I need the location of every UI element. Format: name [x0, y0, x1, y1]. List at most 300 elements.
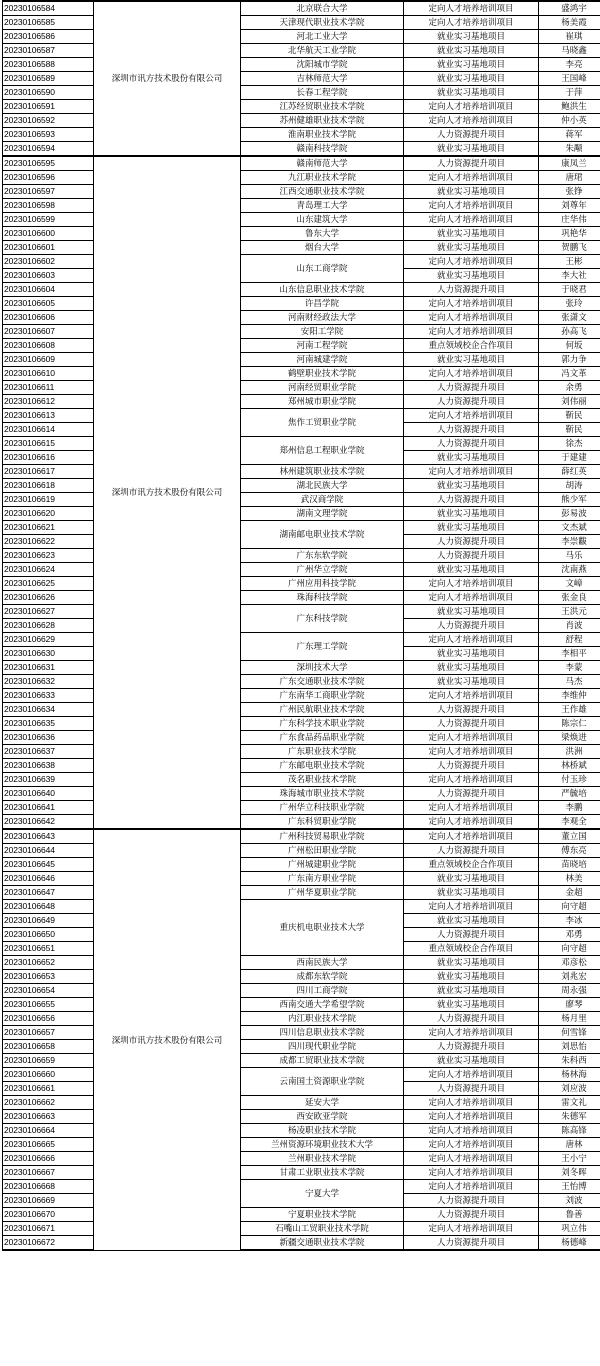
- cell-record-id: 20230106588: [3, 58, 94, 72]
- cell-record-id: 20230106610: [3, 367, 94, 381]
- cell-record-id: 20230106655: [3, 998, 94, 1012]
- cell-contact-person: 刘尊年: [539, 199, 600, 213]
- cell-contact-person: 李鹏: [539, 801, 600, 815]
- cell-school-name: 四川信息职业技术学院: [241, 1026, 404, 1040]
- cell-record-id: 20230106646: [3, 872, 94, 886]
- cell-project-type: 定向人才培养培训项目: [404, 1096, 539, 1110]
- cell-school-name: 赣南科技学院: [241, 142, 404, 157]
- cell-project-type: 定向人才培养培训项目: [404, 1138, 539, 1152]
- cell-contact-person: 胡涛: [539, 479, 600, 493]
- cell-school-name: 湖南邮电职业技术学院: [241, 521, 404, 549]
- cell-record-id: 20230106587: [3, 44, 94, 58]
- cell-project-type: 人力资源提升项目: [404, 156, 539, 171]
- cell-project-type: 就业实习基地项目: [404, 675, 539, 689]
- cell-record-id: 20230106648: [3, 900, 94, 914]
- cell-record-id: 20230106611: [3, 381, 94, 395]
- cell-record-id: 20230106635: [3, 717, 94, 731]
- cell-school-name: 郑州信息工程职业学院: [241, 437, 404, 465]
- cell-project-type: 就业实习基地项目: [404, 661, 539, 675]
- cell-project-type: 定向人才培养培训项目: [404, 633, 539, 647]
- cell-school-name: 兰州职业技术学院: [241, 1152, 404, 1166]
- cell-contact-person: 巩立伟: [539, 1222, 600, 1236]
- cell-school-name: 广东东软学院: [241, 549, 404, 563]
- table-row: [3, 675, 600, 689]
- cell-contact-person: 刘伟丽: [539, 395, 600, 409]
- cell-project-type: 人力资源提升项目: [404, 423, 539, 437]
- cell-project-type: 人力资源提升项目: [404, 128, 539, 142]
- cell-school-name: 广州华立学院: [241, 563, 404, 577]
- cell-project-type: 就业实习基地项目: [404, 984, 539, 998]
- cell-project-type: 重点领域校企合作项目: [404, 858, 539, 872]
- cell-contact-person: 张铮: [539, 185, 600, 199]
- table-row: [3, 549, 600, 563]
- cell-contact-person: 李冰: [539, 914, 600, 928]
- cell-school-name: 四川工商学院: [241, 984, 404, 998]
- cell-record-id: 20230106591: [3, 100, 94, 114]
- cell-school-name: 河北工业大学: [241, 30, 404, 44]
- cell-contact-person: 巩艳华: [539, 227, 600, 241]
- cell-project-type: 定向人才培养培训项目: [404, 255, 539, 269]
- table-row: [3, 745, 600, 759]
- cell-school-name: 重庆机电职业技术大学: [241, 900, 404, 956]
- cell-record-id: 20230106612: [3, 395, 94, 409]
- cell-record-id: 20230106666: [3, 1152, 94, 1166]
- cell-contact-person: 廖琴: [539, 998, 600, 1012]
- cell-project-type: 就业实习基地项目: [404, 956, 539, 970]
- cell-project-type: 人力资源提升项目: [404, 437, 539, 451]
- cell-record-id: 20230106596: [3, 171, 94, 185]
- cell-contact-person: 靳民: [539, 409, 600, 423]
- cell-project-type: 就业实习基地项目: [404, 30, 539, 44]
- cell-project-type: 人力资源提升项目: [404, 1012, 539, 1026]
- cell-record-id: 20230106620: [3, 507, 94, 521]
- cell-contact-person: 王彬: [539, 255, 600, 269]
- table-row: [3, 114, 600, 128]
- table-row: [3, 605, 600, 619]
- cell-contact-person: 李崇黻: [539, 535, 600, 549]
- cell-record-id: 20230106667: [3, 1166, 94, 1180]
- cell-contact-person: 沈南燕: [539, 563, 600, 577]
- cell-contact-person: 彭易波: [539, 507, 600, 521]
- cell-school-name: 延安大学: [241, 1096, 404, 1110]
- cell-project-type: 定向人才培养培训项目: [404, 577, 539, 591]
- table-row: [3, 829, 600, 844]
- table-row: [3, 1208, 600, 1222]
- table-row: [3, 689, 600, 703]
- cell-record-id: 20230106658: [3, 1040, 94, 1054]
- cell-record-id: 20230106653: [3, 970, 94, 984]
- cell-project-type: 就业实习基地项目: [404, 185, 539, 199]
- cell-contact-person: 苗晓培: [539, 858, 600, 872]
- cell-project-type: 就业实习基地项目: [404, 451, 539, 465]
- cell-contact-person: 刘兆宏: [539, 970, 600, 984]
- cell-record-id: 20230106636: [3, 731, 94, 745]
- cell-school-name: 山东信息职业技术学院: [241, 283, 404, 297]
- cell-project-type: 定向人才培养培训项目: [404, 829, 539, 844]
- cell-contact-person: 鲁善: [539, 1208, 600, 1222]
- cell-record-id: 20230106618: [3, 479, 94, 493]
- cell-school-name: 山东工商学院: [241, 255, 404, 283]
- table-row: [3, 1, 600, 16]
- cell-project-type: 定向人才培养培训项目: [404, 689, 539, 703]
- cell-school-name: 山东建筑大学: [241, 213, 404, 227]
- cell-contact-person: 周永强: [539, 984, 600, 998]
- table-row: [3, 661, 600, 675]
- cell-project-type: 人力资源提升项目: [404, 1194, 539, 1208]
- cell-record-id: 20230106659: [3, 1054, 94, 1068]
- cell-contact-person: 薛红英: [539, 465, 600, 479]
- cell-record-id: 20230106625: [3, 577, 94, 591]
- cell-project-type: 定向人才培养培训项目: [404, 325, 539, 339]
- cell-school-name: 深圳技术大学: [241, 661, 404, 675]
- cell-contact-person: 王作雄: [539, 703, 600, 717]
- cell-project-type: 定向人才培养培训项目: [404, 591, 539, 605]
- cell-contact-person: 王洪元: [539, 605, 600, 619]
- cell-contact-person: 刘应波: [539, 1082, 600, 1096]
- cell-project-type: 就业实习基地项目: [404, 970, 539, 984]
- cell-school-name: 西南交通大学希望学院: [241, 998, 404, 1012]
- cell-project-type: 人力资源提升项目: [404, 619, 539, 633]
- table-row: [3, 1152, 600, 1166]
- table-row: [3, 773, 600, 787]
- table-row: [3, 563, 600, 577]
- cell-record-id: 20230106600: [3, 227, 94, 241]
- cell-record-id: 20230106629: [3, 633, 94, 647]
- cell-project-type: 定向人才培养培训项目: [404, 311, 539, 325]
- cell-school-name: 广东食品药品职业学院: [241, 731, 404, 745]
- table-row: [3, 437, 600, 451]
- cell-school-name: 西安欧亚学院: [241, 1110, 404, 1124]
- table-row: [3, 1054, 600, 1068]
- cell-record-id: 20230106657: [3, 1026, 94, 1040]
- cell-record-id: 20230106651: [3, 942, 94, 956]
- table-row: [3, 591, 600, 605]
- cell-record-id: 20230106660: [3, 1068, 94, 1082]
- cell-school-name: 河南财经政法大学: [241, 311, 404, 325]
- cell-record-id: 20230106631: [3, 661, 94, 675]
- cell-contact-person: 张玲: [539, 297, 600, 311]
- cell-record-id: 20230106643: [3, 829, 94, 844]
- cell-project-type: 人力资源提升项目: [404, 381, 539, 395]
- cell-record-id: 20230106597: [3, 185, 94, 199]
- cell-school-name: 武汉商学院: [241, 493, 404, 507]
- cell-project-type: 人力资源提升项目: [404, 1208, 539, 1222]
- cell-school-name: 珠海科技学院: [241, 591, 404, 605]
- cell-contact-person: 马杰: [539, 675, 600, 689]
- cell-project-type: 就业实习基地项目: [404, 479, 539, 493]
- table-row: [3, 72, 600, 86]
- cell-contact-person: 于萍: [539, 86, 600, 100]
- cell-record-id: 20230106664: [3, 1124, 94, 1138]
- cell-contact-person: 向守超: [539, 942, 600, 956]
- cell-record-id: 20230106589: [3, 72, 94, 86]
- cell-contact-person: 盛鸿宇: [539, 1, 600, 16]
- table-row: [3, 858, 600, 872]
- cell-school-name: 吉林师范大学: [241, 72, 404, 86]
- cell-contact-person: 张潇文: [539, 311, 600, 325]
- cell-contact-person: 李观全: [539, 815, 600, 830]
- cell-project-type: 人力资源提升项目: [404, 549, 539, 563]
- cell-record-id: 20230106584: [3, 1, 94, 16]
- table-row: [3, 100, 600, 114]
- table-row: [3, 577, 600, 591]
- cell-school-name: 广州华立科技职业学院: [241, 801, 404, 815]
- cell-project-type: 定向人才培养培训项目: [404, 745, 539, 759]
- cell-record-id: 20230106644: [3, 844, 94, 858]
- cell-contact-person: 马晓鑫: [539, 44, 600, 58]
- table-row: [3, 156, 600, 171]
- cell-school-name: 湖北民族大学: [241, 479, 404, 493]
- cell-project-type: 定向人才培养培训项目: [404, 100, 539, 114]
- cell-record-id: 20230106608: [3, 339, 94, 353]
- cell-school-name: 江苏经贸职业技术学院: [241, 100, 404, 114]
- table-row: [3, 801, 600, 815]
- table-row: [3, 872, 600, 886]
- cell-contact-person: 冯文革: [539, 367, 600, 381]
- cell-contact-person: 梁焕进: [539, 731, 600, 745]
- table-row: [3, 1012, 600, 1026]
- cell-project-type: 人力资源提升项目: [404, 535, 539, 549]
- cell-project-type: 重点领域校企合作项目: [404, 942, 539, 956]
- table-row: [3, 1026, 600, 1040]
- table-row: [3, 815, 600, 830]
- cell-school-name: 鲁东大学: [241, 227, 404, 241]
- cell-project-type: 定向人才培养培训项目: [404, 297, 539, 311]
- table-row: [3, 395, 600, 409]
- table-row: [3, 339, 600, 353]
- cell-contact-person: 王怡博: [539, 1180, 600, 1194]
- cell-contact-person: 张金良: [539, 591, 600, 605]
- table-row: [3, 30, 600, 44]
- cell-school-name: 九江职业技术学院: [241, 171, 404, 185]
- cell-contact-person: 林桥斌: [539, 759, 600, 773]
- cell-contact-person: 李维仲: [539, 689, 600, 703]
- table-row: [3, 970, 600, 984]
- cell-contact-person: 鲍洪生: [539, 100, 600, 114]
- cell-contact-person: 杨林海: [539, 1068, 600, 1082]
- cell-project-type: 定向人才培养培训项目: [404, 213, 539, 227]
- table-row: [3, 58, 600, 72]
- table-row: [3, 1138, 600, 1152]
- cell-school-name: 宁夏职业技术学院: [241, 1208, 404, 1222]
- cell-project-type: 定向人才培养培训项目: [404, 1222, 539, 1236]
- cell-record-id: 20230106621: [3, 521, 94, 535]
- cell-school-name: 广州华夏职业学院: [241, 886, 404, 900]
- cell-contact-person: 马乐: [539, 549, 600, 563]
- cell-project-type: 定向人才培养培训项目: [404, 1166, 539, 1180]
- table-row: [3, 1096, 600, 1110]
- cell-school-name: 广东科技学院: [241, 605, 404, 633]
- cell-school-name: 苏州健雄职业技术学院: [241, 114, 404, 128]
- cell-school-name: 江西交通职业技术学院: [241, 185, 404, 199]
- table-row: [3, 86, 600, 100]
- cell-record-id: 20230106641: [3, 801, 94, 815]
- cell-project-type: 定向人才培养培训项目: [404, 409, 539, 423]
- cell-record-id: 20230106661: [3, 1082, 94, 1096]
- table-row: [3, 521, 600, 535]
- cell-contact-person: 仲小英: [539, 114, 600, 128]
- cell-school-name: 北京联合大学: [241, 1, 404, 16]
- table-row: [3, 367, 600, 381]
- cell-project-type: 人力资源提升项目: [404, 703, 539, 717]
- table-row: [3, 311, 600, 325]
- cell-contact-person: 崔琪: [539, 30, 600, 44]
- cell-contact-person: 唐林: [539, 1138, 600, 1152]
- cell-contact-person: 杨月里: [539, 1012, 600, 1026]
- cell-school-name: 兰州资源环境职业技术大学: [241, 1138, 404, 1152]
- cell-contact-person: 付玉珍: [539, 773, 600, 787]
- cell-record-id: 20230106585: [3, 16, 94, 30]
- registration-table: [2, 0, 600, 1251]
- table-row: [3, 325, 600, 339]
- cell-record-id: 20230106623: [3, 549, 94, 563]
- cell-contact-person: 金超: [539, 886, 600, 900]
- table-row: [3, 787, 600, 801]
- cell-project-type: 定向人才培养培训项目: [404, 731, 539, 745]
- cell-contact-person: 肖波: [539, 619, 600, 633]
- cell-school-name: 成都工贸职业技术学院: [241, 1054, 404, 1068]
- cell-school-name: 河南工程学院: [241, 339, 404, 353]
- cell-record-id: 20230106617: [3, 465, 94, 479]
- cell-project-type: 定向人才培养培训项目: [404, 1124, 539, 1138]
- cell-record-id: 20230106642: [3, 815, 94, 830]
- cell-record-id: 20230106615: [3, 437, 94, 451]
- cell-project-type: 人力资源提升项目: [404, 787, 539, 801]
- cell-contact-person: 朱颙: [539, 142, 600, 157]
- table-row: [3, 1236, 600, 1251]
- cell-company-name: 深圳市讯方技术股份有限公司: [94, 829, 241, 1250]
- cell-school-name: 北华航天工业学院: [241, 44, 404, 58]
- cell-school-name: 广东职业技术学院: [241, 745, 404, 759]
- cell-project-type: 就业实习基地项目: [404, 886, 539, 900]
- table-row: [3, 633, 600, 647]
- cell-school-name: 甘肃工业职业技术学院: [241, 1166, 404, 1180]
- cell-project-type: 定向人才培养培训项目: [404, 114, 539, 128]
- cell-project-type: 就业实习基地项目: [404, 44, 539, 58]
- cell-project-type: 就业实习基地项目: [404, 86, 539, 100]
- cell-project-type: 就业实习基地项目: [404, 241, 539, 255]
- table-row: [3, 844, 600, 858]
- cell-contact-person: 王国峰: [539, 72, 600, 86]
- table-row: [3, 507, 600, 521]
- cell-record-id: 20230106656: [3, 1012, 94, 1026]
- table-row: [3, 900, 600, 914]
- cell-contact-person: 王小宁: [539, 1152, 600, 1166]
- cell-project-type: 就业实习基地项目: [404, 142, 539, 157]
- cell-record-id: 20230106606: [3, 311, 94, 325]
- cell-record-id: 20230106603: [3, 269, 94, 283]
- cell-contact-person: 靳民: [539, 423, 600, 437]
- cell-record-id: 20230106672: [3, 1236, 94, 1251]
- cell-school-name: 广东理工学院: [241, 633, 404, 661]
- table-row: [3, 283, 600, 297]
- cell-record-id: 20230106605: [3, 297, 94, 311]
- cell-record-id: 20230106639: [3, 773, 94, 787]
- cell-record-id: 20230106613: [3, 409, 94, 423]
- cell-record-id: 20230106649: [3, 914, 94, 928]
- cell-project-type: 就业实习基地项目: [404, 872, 539, 886]
- cell-contact-person: 庄华伟: [539, 213, 600, 227]
- table-row: [3, 1040, 600, 1054]
- cell-contact-person: 郭力争: [539, 353, 600, 367]
- cell-record-id: 20230106604: [3, 283, 94, 297]
- cell-project-type: 就业实习基地项目: [404, 647, 539, 661]
- cell-record-id: 20230106668: [3, 1180, 94, 1194]
- table-row: [3, 16, 600, 30]
- cell-record-id: 20230106630: [3, 647, 94, 661]
- cell-record-id: 20230106601: [3, 241, 94, 255]
- table-row: [3, 731, 600, 745]
- cell-record-id: 20230106638: [3, 759, 94, 773]
- cell-contact-person: 傅东亮: [539, 844, 600, 858]
- cell-project-type: 就业实习基地项目: [404, 269, 539, 283]
- cell-record-id: 20230106616: [3, 451, 94, 465]
- cell-school-name: 安阳工学院: [241, 325, 404, 339]
- cell-school-name: 广州应用科技学院: [241, 577, 404, 591]
- table-row: [3, 998, 600, 1012]
- cell-record-id: 20230106632: [3, 675, 94, 689]
- table-row: [3, 185, 600, 199]
- cell-contact-person: 邓彦松: [539, 956, 600, 970]
- cell-school-name: 广东科贸职业学院: [241, 815, 404, 830]
- table-row: [3, 1222, 600, 1236]
- cell-record-id: 20230106671: [3, 1222, 94, 1236]
- table-row: [3, 465, 600, 479]
- table-row: [3, 479, 600, 493]
- cell-school-name: 烟台大学: [241, 241, 404, 255]
- cell-contact-person: 孙高飞: [539, 325, 600, 339]
- cell-contact-person: 李蒙: [539, 661, 600, 675]
- table-row: [3, 213, 600, 227]
- cell-record-id: 20230106619: [3, 493, 94, 507]
- cell-contact-person: 熊少军: [539, 493, 600, 507]
- table-row: [3, 703, 600, 717]
- cell-company-name: 深圳市讯方技术股份有限公司: [94, 156, 241, 829]
- cell-record-id: 20230106599: [3, 213, 94, 227]
- cell-project-type: 人力资源提升项目: [404, 1236, 539, 1251]
- cell-contact-person: 刘冬晖: [539, 1166, 600, 1180]
- cell-school-name: 四川现代职业学院: [241, 1040, 404, 1054]
- cell-contact-person: 杨美霞: [539, 16, 600, 30]
- cell-project-type: 就业实习基地项目: [404, 58, 539, 72]
- cell-project-type: 人力资源提升项目: [404, 928, 539, 942]
- cell-project-type: 人力资源提升项目: [404, 759, 539, 773]
- cell-contact-person: 何雪锋: [539, 1026, 600, 1040]
- cell-school-name: 云南国土资源职业学院: [241, 1068, 404, 1096]
- cell-contact-person: 杨德峰: [539, 1236, 600, 1251]
- cell-project-type: 人力资源提升项目: [404, 283, 539, 297]
- cell-contact-person: 何坂: [539, 339, 600, 353]
- table-row: [3, 297, 600, 311]
- cell-company-name: 深圳市讯方技术股份有限公司: [94, 1, 241, 156]
- cell-contact-person: 于晓君: [539, 283, 600, 297]
- cell-record-id: 20230106590: [3, 86, 94, 100]
- cell-project-type: 就业实习基地项目: [404, 998, 539, 1012]
- cell-school-name: 广东邮电职业技术学院: [241, 759, 404, 773]
- cell-school-name: 赣南师范大学: [241, 156, 404, 171]
- table-row: [3, 142, 600, 157]
- cell-record-id: 20230106637: [3, 745, 94, 759]
- cell-school-name: 焦作工贸职业学院: [241, 409, 404, 437]
- cell-project-type: 人力资源提升项目: [404, 395, 539, 409]
- cell-record-id: 20230106628: [3, 619, 94, 633]
- cell-project-type: 定向人才培养培训项目: [404, 815, 539, 830]
- cell-project-type: 定向人才培养培训项目: [404, 801, 539, 815]
- cell-contact-person: 严毓培: [539, 787, 600, 801]
- cell-project-type: 定向人才培养培训项目: [404, 1152, 539, 1166]
- cell-project-type: 定向人才培养培训项目: [404, 1, 539, 16]
- cell-project-type: 定向人才培养培训项目: [404, 199, 539, 213]
